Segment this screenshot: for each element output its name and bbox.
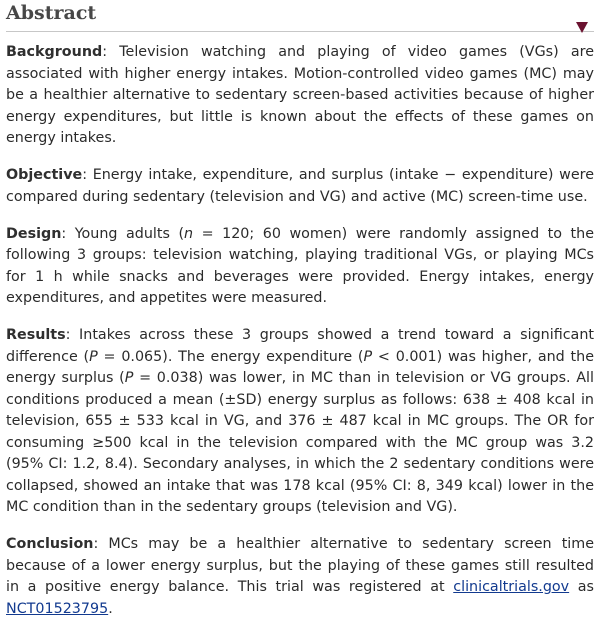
background-paragraph xyxy=(6,42,594,150)
conclusion-mid: as xyxy=(569,579,594,595)
p-symbol: P xyxy=(363,348,373,365)
p-symbol: P xyxy=(124,370,134,386)
objective-text: : Energy intake, expenditure, and surplus (intake − expenditure) were compared during sedentary (television and VG) and active (MC) screen-time use. xyxy=(6,167,594,205)
abstract-body xyxy=(6,42,594,620)
background-text: : Television watching and playing of video games (VGs) are associated with higher energy intakes. Motion-controlled video games (MC) may be a healthier alternative to sedentary screen-based activities because of higher energy expenditures, but little is known about the effects of these games on energy intakes. xyxy=(6,44,594,146)
abstract-header xyxy=(6,0,594,32)
conclusion-label: Conclusion xyxy=(6,536,94,552)
design-text-pre: : Young adults ( xyxy=(61,225,185,242)
background-label: Background xyxy=(6,44,103,60)
p-symbol: P xyxy=(89,348,98,365)
section-title: Abstract xyxy=(6,2,97,24)
design-text-post: = 120; 60 women) were randomly assigned to the following 3 groups: television watching, playing traditional VGs, or playing MCs for 1 h while snacks and beverages were provided. Energy intakes, energy expenditures, and appetites were measured. xyxy=(6,225,595,306)
results-text-1: : Intakes across these 3 groups showed a trend toward a significant difference ( xyxy=(6,327,594,365)
conclusion-text: : MCs may be a healthier alternative to sedentary screen time because of a lower energy surplus, but the playing of these games still resulted in a positive energy balance. This trial was registered at xyxy=(6,536,594,595)
results-text-2: = 0.065). The energy expenditure ( xyxy=(97,348,364,365)
clinicaltrials-link[interactable]: clinicaltrials.gov xyxy=(453,579,570,595)
n-symbol: n xyxy=(184,225,194,242)
results-text-3: < 0.001) was higher, and the energy surplus ( xyxy=(6,348,594,386)
objective-label: Objective xyxy=(6,167,83,183)
results-text-4: = 0.038) was lower, in MC than in television or VG groups. All conditions produced a mean (±SD) energy surplus as follows: 638 ± 408 kcal in television, 655 ± 533 kcal in VG, and 376 ± 487 kcal in MC groups. The OR for consuming ≥500 kcal in the television compared with the MC group was 3.2 (95% CI: 1.2, 8.4). Secondary analyses, in which the 2 sedentary conditions were collapsed, showed an intake that was 178 kcal (95% CI: 8, 349 kcal) lower in the MC condition than in the sedentary groups (television and VG). xyxy=(6,370,594,515)
results-label: Results xyxy=(6,327,66,343)
conclusion-paragraph xyxy=(6,534,594,620)
objective-paragraph xyxy=(6,165,594,208)
conclusion-end: . xyxy=(108,600,113,617)
collapse-triangle-icon[interactable] xyxy=(576,22,588,33)
design-label: Design xyxy=(6,225,62,242)
trial-id-link[interactable]: NCT01523795 xyxy=(6,600,109,617)
design-paragraph xyxy=(6,224,594,310)
results-paragraph xyxy=(6,325,594,519)
